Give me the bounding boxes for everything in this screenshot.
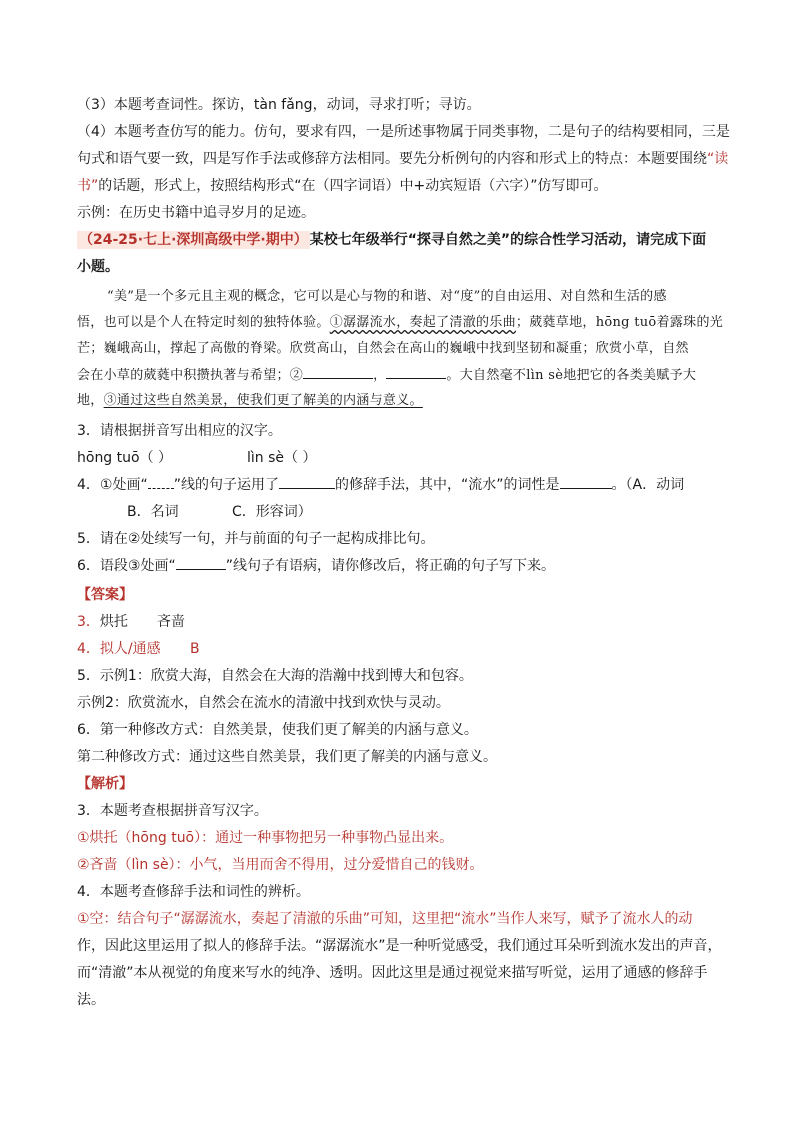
analysis-text: ②吝啬（lìn sè）：小气，当用而舍不得用，过分爱惜自己的钱财。	[77, 857, 484, 873]
pinyin-prompt: lìn sè（ ）	[247, 450, 317, 466]
answer-line	[77, 744, 717, 771]
question-text: 。（A．动词	[611, 477, 685, 493]
analysis-line	[77, 146, 729, 173]
answer-header-text: 【答案】	[77, 587, 133, 603]
wavy-underlined-sentence: ①潺潺流水，奏起了清澈的乐曲	[329, 315, 516, 330]
answer-line	[77, 609, 717, 636]
question-source-tag: （24-25·七上·深圳高级中学·期中）	[79, 232, 308, 248]
underline-sample	[176, 553, 226, 570]
answer-blank[interactable]	[303, 362, 373, 379]
analysis-text: 句式和语气要一致，四是写作手法或修辞方法相同。要先分析例句的内容和形式上的特点：本题要围绕	[77, 151, 707, 167]
question-header	[77, 227, 717, 254]
analysis-text: （3）本题考查词性。探访，tàn fǎng，动词，寻求打听；寻访。	[77, 97, 481, 113]
question-line	[77, 526, 717, 553]
question-line	[77, 472, 717, 499]
question-text: 6．语段③处画“	[77, 558, 176, 574]
passage-text: 地，	[77, 393, 104, 408]
passage-text: 。大自然毫不lìn sè地把它的各类美赋予大	[446, 368, 697, 383]
analysis-line	[77, 933, 722, 960]
pinyin-prompt: hōng tuō（ ）	[77, 450, 173, 466]
answer-line	[77, 690, 717, 717]
question-text: 5．请在②处续写一句，并与前面的句子一起构成排比句。	[77, 531, 435, 547]
passage-line	[77, 284, 717, 310]
question-text: 3．请根据拼音写出相应的汉字。	[77, 423, 282, 439]
passage-line	[77, 388, 717, 414]
question-intro: 某校七年级举行“探寻自然之美”的综合性学习活动，请完成下面	[309, 232, 707, 248]
question-line	[77, 499, 717, 526]
analysis-line	[77, 825, 717, 852]
answer-blank[interactable]	[386, 362, 446, 379]
answer-text: 6．第一种修改方式：自然美景，使我们更了解美的内涵与意义。	[77, 722, 478, 738]
answer-text: 烘托	[99, 614, 128, 630]
answer-header	[77, 582, 717, 609]
answer-text: 5．示例1：欣赏大海，自然会在大海的浩瀚中找到博大和包容。	[77, 668, 473, 684]
document-page	[77, 92, 730, 1014]
answer-text: 第二种修改方式：通过这些自然美景，我们更了解美的内涵与意义。	[77, 749, 497, 765]
question-text: 4．①处画“	[77, 477, 148, 493]
answer-line	[77, 636, 717, 663]
analysis-header	[77, 771, 717, 798]
passage-text: 悟，也可以是个人在特定时刻的独特体验。	[77, 315, 330, 330]
analysis-line	[77, 852, 717, 879]
reading-passage	[77, 284, 724, 414]
analysis-line	[77, 798, 717, 825]
example-text: 示例：在历史书籍中追寻岁月的足迹。	[77, 205, 315, 221]
question-text: 的修辞手法，其中，“流水”的词性是	[334, 477, 560, 493]
analysis-line	[77, 987, 717, 1014]
question-line	[77, 445, 717, 472]
answer-text: 拟人/通感	[99, 641, 161, 657]
question-text: ”线句子有语病，请你修改后，将正确的句子写下来。	[225, 558, 555, 574]
question-header	[77, 254, 717, 281]
passage-text: 芒；巍峨高山，撑起了高傲的脊梁。欣赏高山，自然会在高山的巍峨中找到坚韧和凝重；欣赏小草，自然	[77, 341, 689, 356]
analysis-text: 3．本题考查根据拼音写汉字。	[77, 803, 268, 819]
analysis-text: 4．本题考查修辞手法和词性的辨析。	[77, 884, 310, 900]
question-line	[77, 418, 717, 445]
passage-line	[77, 362, 717, 388]
passage-line	[77, 310, 724, 336]
analysis-text: ①烘托（hōng tuō）：通过一种事物把另一种事物凸显出来。	[77, 830, 454, 846]
analysis-text: ①空：结合句子“潺潺流水，奏起了清澈的乐曲”可知，这里把“流水”当作人来写，赋予了流水人的动	[77, 911, 693, 927]
analysis-highlight: “读	[707, 151, 729, 167]
analysis-line	[77, 200, 717, 227]
analysis-line	[77, 879, 717, 906]
analysis-text: 的话题，形式上，按照结构形式“在（四字词语）中+动宾短语（六字）”仿写即可。	[98, 178, 608, 194]
analysis-text: （4）本题考查仿写的能力。仿句，要求有四，一是所述事物属于同类事物，二是句子的结构要相同，三是	[77, 124, 730, 140]
passage-text: “美”是一个多元且主观的概念，它可以是心与物的和谐、对“度”的自由运用、对自然和生活的感	[107, 289, 667, 304]
passage-text: 会在小草的葳蕤中积攒执著与希望；②	[77, 368, 304, 383]
passage-line	[77, 336, 717, 362]
passage-text: ，	[373, 368, 387, 383]
answer-text: 吝啬	[157, 614, 185, 630]
analysis-line	[77, 173, 717, 200]
answer-number: 3．	[77, 614, 100, 630]
answer-number: 4．	[77, 641, 100, 657]
answer-line	[77, 717, 717, 744]
question-intro: 小题。	[77, 259, 119, 275]
analysis-highlight: 书”	[77, 178, 99, 194]
wavy-line-sample	[148, 472, 174, 489]
answer-text: B	[190, 641, 200, 657]
analysis-line	[77, 906, 717, 933]
answer-blank[interactable]	[560, 472, 612, 489]
analysis-text: 作，因此这里运用了拟人的修辞手法。“潺潺流水”是一种听觉感受，我们通过耳朵听到流水发出的声音，	[77, 938, 722, 954]
option-b: B．名词	[127, 504, 179, 520]
analysis-text: 而“清澈”本从视觉的角度来写水的纯净、透明。因此这里是通过视觉来描写听觉，运用了通感的修辞手	[77, 965, 708, 981]
analysis-text: 法。	[77, 992, 105, 1008]
analysis-line	[77, 960, 717, 987]
analysis-line	[77, 119, 730, 146]
question-text: ”线的句子运用了	[173, 477, 279, 493]
answer-line	[77, 663, 717, 690]
question-line	[77, 553, 717, 580]
answer-blank[interactable]	[279, 472, 335, 489]
answer-text: 示例2：欣赏流水，自然会在流水的清澈中找到欢快与灵动。	[77, 695, 450, 711]
analysis-header-text: 【解析】	[77, 776, 133, 792]
analysis-line	[77, 92, 717, 119]
option-c: C．形容词）	[232, 504, 312, 520]
underlined-sentence: ③通过这些自然美景，使我们更了解美的内涵与意义。	[103, 393, 423, 408]
passage-text: ；葳蕤草地，hōng tuō着露珠的光	[515, 315, 724, 330]
